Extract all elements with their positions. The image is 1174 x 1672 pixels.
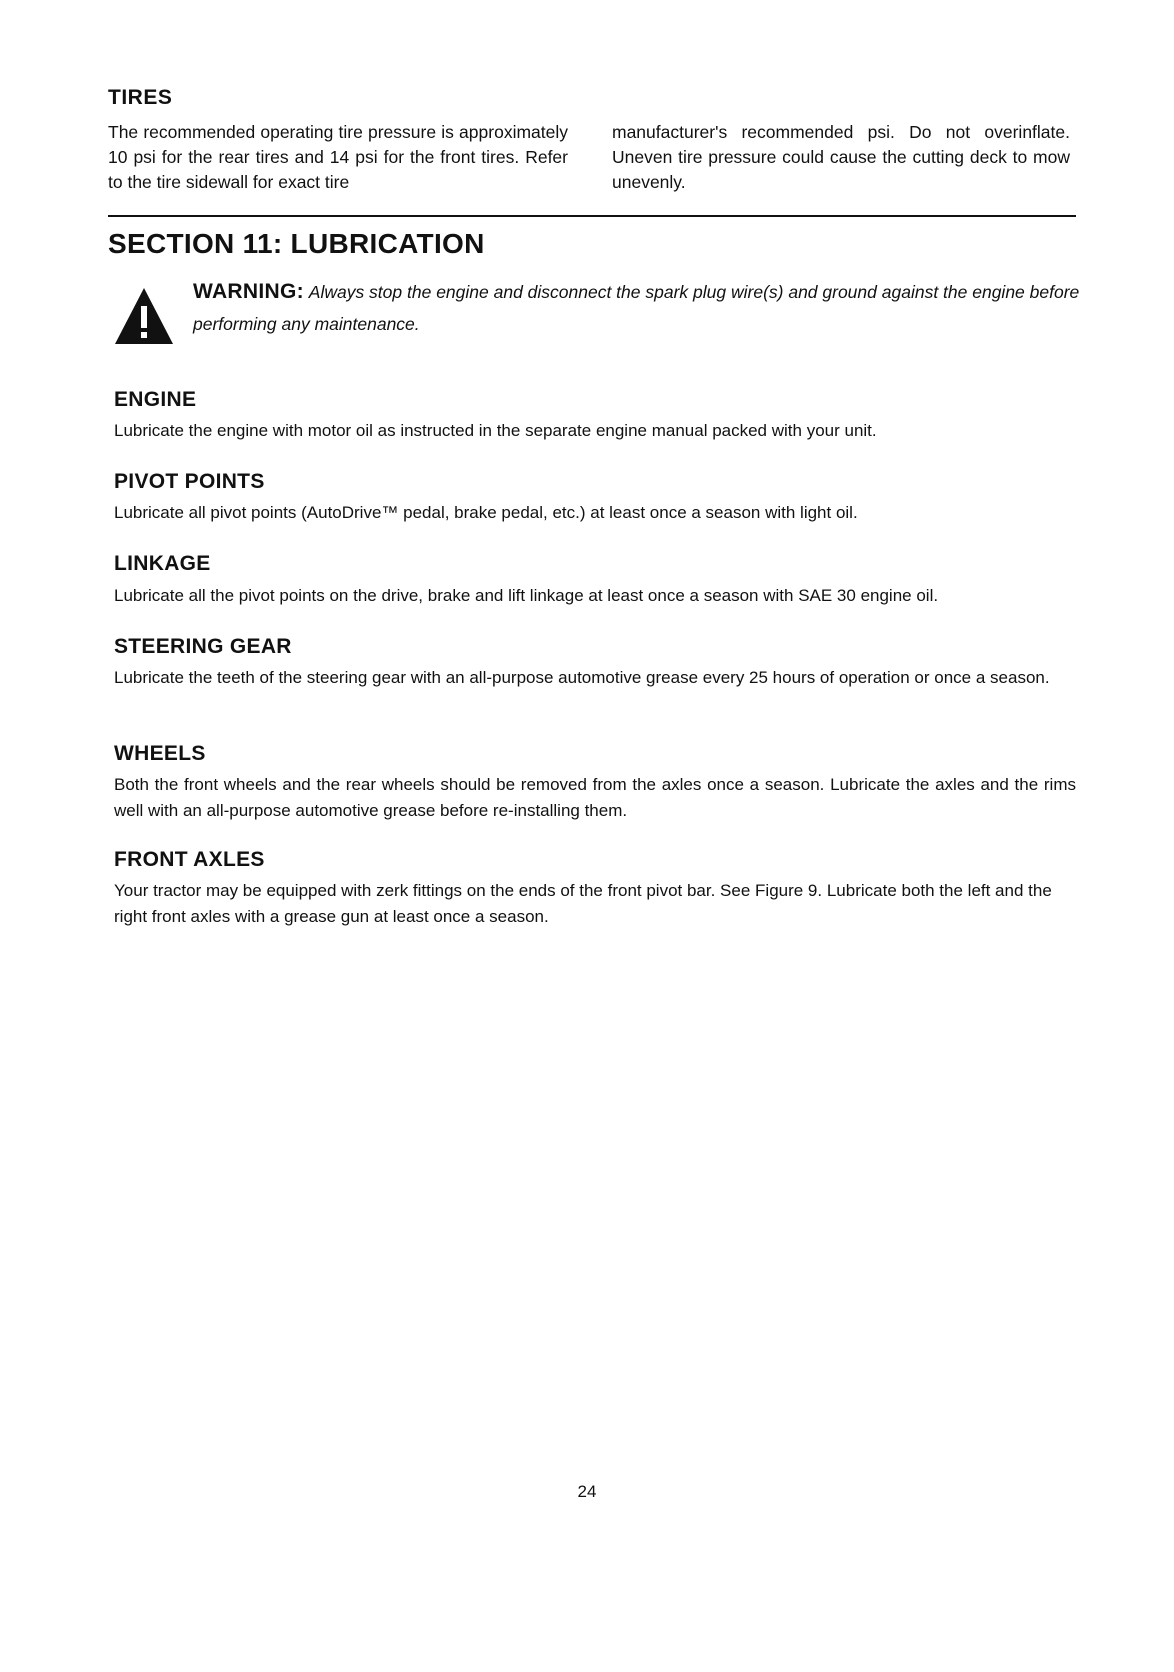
pivot-points-heading: PIVOT POINTS bbox=[114, 470, 265, 493]
wheels-text: Both the front wheels and the rear wheels should be removed from the axles once a season. Lubricate the axles and the rims well with an all-purpose automotive grease before re-installing them. bbox=[114, 775, 1076, 820]
wheels-heading: WHEELS bbox=[114, 742, 206, 765]
tires-heading: TIRES bbox=[108, 86, 173, 109]
linkage-text: Lubricate all the pivot points on the drive, brake and lift linkage at least once a season with SAE 30 engine oil. bbox=[114, 586, 939, 605]
steering-gear-text: Lubricate the teeth of the steering gear with an all-purpose automotive grease every 25 hours of operation or once a season. bbox=[114, 668, 1050, 687]
page-number: 24 bbox=[577, 1482, 597, 1501]
linkage-heading: LINKAGE bbox=[114, 552, 211, 575]
warning-label: WARNING: bbox=[193, 280, 304, 303]
steering-gear-heading: STEERING GEAR bbox=[114, 635, 292, 658]
engine-heading: ENGINE bbox=[114, 388, 197, 411]
warning-triangle-icon bbox=[113, 286, 175, 346]
warning-body: Always stop the engine and disconnect the spark plug wire(s) and ground against the engine before performing any maintenance. bbox=[193, 282, 1080, 334]
tires-text-left: The recommended operating tire pressure is approximately 10 psi for the rear tires and 14 psi for the front tires. Refer to the tire sidewall for exact tire bbox=[108, 122, 568, 192]
section-title: SECTION 11: LUBRICATION bbox=[108, 228, 485, 259]
engine-text: Lubricate the engine with motor oil as instructed in the separate engine manual packed with your unit. bbox=[114, 421, 877, 440]
tires-text-right: manufacturer's recommended psi. Do not overinflate. Uneven tire pressure could cause the cutting deck to mow unevenly. bbox=[612, 122, 1070, 192]
front-axles-heading: FRONT AXLES bbox=[114, 848, 265, 871]
front-axles-text: Your tractor may be equipped with zerk fittings on the ends of the front pivot bar. See Figure 9. Lubricate both the left and the right front axles with a grease gun at least once a season. bbox=[114, 881, 1052, 926]
pivot-points-text: Lubricate all pivot points (AutoDrive™ pedal, brake pedal, etc.) at least once a season with light oil. bbox=[114, 503, 858, 522]
warning-message bbox=[193, 276, 1093, 340]
section-divider bbox=[108, 215, 1076, 217]
